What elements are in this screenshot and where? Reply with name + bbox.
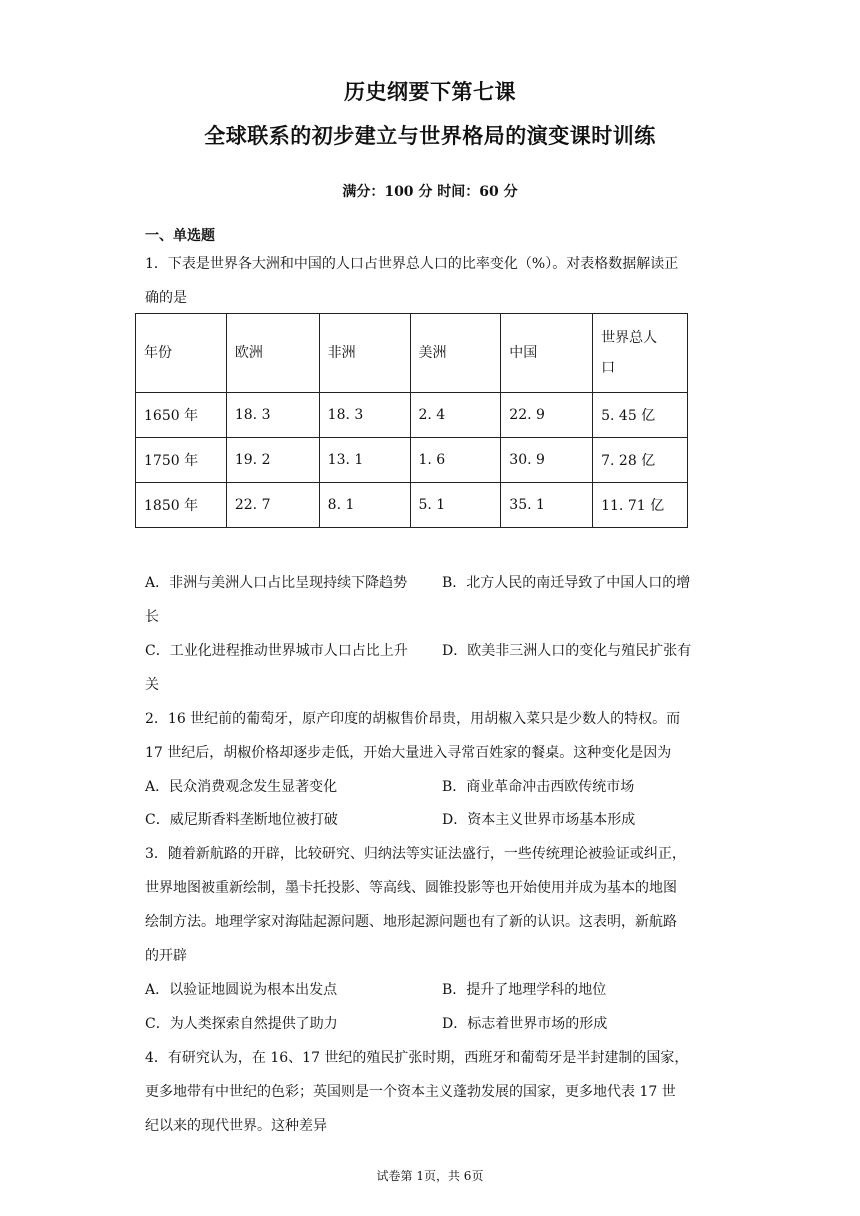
question-2-option-b: B．商业革命冲击西欧传统市场 (442, 779, 635, 795)
question-4-text-cont: 更多地带有中世纪的色彩；英国则是一个资本主义蓬勃发展的国家，更多地代表 17 世 (145, 1084, 676, 1100)
table-header-cell: 美洲 (410, 314, 501, 393)
population-table (135, 313, 688, 528)
page-subtitle: 全球联系的初步建立与世界格局的演变课时训练 (204, 123, 656, 148)
question-4-text: 4．有研究认为，在 16、17 世纪的殖民扩张时期，西班牙和葡萄牙是半封建制的国家， (145, 1050, 689, 1066)
table-cell: 1850 年 (136, 483, 227, 528)
question-3-option-a: A．以验证地圆说为根本出发点 (145, 982, 338, 998)
question-1-option-b-cont: 长 (145, 609, 159, 625)
table-row (136, 438, 688, 483)
question-2-text: 2．16 世纪前的葡萄牙，原产印度的胡椒售价昂贵，用胡椒入菜只是少数人的特权。而 (145, 711, 681, 727)
table-header-cell: 年份 (136, 314, 227, 393)
question-2-option-d: D．资本主义世界市场基本形成 (442, 812, 636, 828)
question-3-text: 3．随着新航路的开辟，比较研究、归纳法等实证法盛行，一些传统理论被验证或纠正， (145, 846, 686, 862)
table-header-cell: 世界总人口 (593, 314, 688, 393)
question-3-option-b: B．提升了地理学科的地位 (442, 982, 607, 998)
question-1-option-d: D．欧美非三洲人口的变化与殖民扩张有 (442, 643, 692, 659)
question-1-text-cont: 确的是 (145, 290, 187, 306)
question-3-option-c: C．为人类探索自然提供了助力 (145, 1016, 338, 1032)
table-cell: 13. 1 (319, 438, 410, 483)
table-cell: 35. 1 (501, 483, 593, 528)
table-cell: 18. 3 (319, 393, 410, 438)
question-1-option-a: A．非洲与美洲人口占比呈现持续下降趋势 (145, 575, 408, 591)
table-cell: 2. 4 (410, 393, 501, 438)
table-cell: 11. 71 亿 (593, 483, 688, 528)
table-cell: 8. 1 (319, 483, 410, 528)
table-header-cell: 欧洲 (226, 314, 319, 393)
table-header-row (136, 314, 688, 393)
table-cell: 30. 9 (501, 438, 593, 483)
table-cell: 18. 3 (226, 393, 319, 438)
question-2-option-a: A．民众消费观念发生显著变化 (145, 779, 338, 795)
table-header-cell: 非洲 (319, 314, 410, 393)
score-time-line: 满分：100 分 时间：60 分 (342, 184, 518, 200)
question-1-option-c: C．工业化进程推动世界城市人口占比上升 (145, 643, 408, 659)
page-footer: 试卷第 1页，共 6页 (376, 1169, 484, 1183)
question-3-text-cont: 世界地图被重新绘制，墨卡托投影、等高线、圆锥投影等也开始使用并成为基本的地图 (145, 880, 677, 896)
question-1-option-b: B．北方人民的南迁导致了中国人口的增 (442, 575, 691, 591)
table-header-cell: 中国 (501, 314, 593, 393)
question-4-text-cont: 纪以来的现代世界。这种差异 (145, 1118, 327, 1134)
question-3-text-cont: 的开辟 (145, 948, 187, 964)
question-2-option-c: C．威尼斯香料垄断地位被打破 (145, 812, 338, 828)
page-title: 历史纲要下第七课 (344, 79, 516, 104)
table-cell: 22. 9 (501, 393, 593, 438)
table-cell: 19. 2 (226, 438, 319, 483)
section-heading: 一、单选题 (145, 228, 215, 244)
question-1-text: 1．下表是世界各大洲和中国的人口占世界总人口的比率变化（%）。对表格数据解读正 (145, 256, 679, 272)
table-row (136, 393, 688, 438)
question-3-option-d: D．标志着世界市场的形成 (442, 1016, 608, 1032)
table-cell: 22. 7 (226, 483, 319, 528)
table-cell: 5. 45 亿 (593, 393, 688, 438)
table-cell: 1. 6 (410, 438, 501, 483)
table-cell: 1650 年 (136, 393, 227, 438)
question-1-option-d-cont: 关 (145, 677, 159, 693)
table-cell: 1750 年 (136, 438, 227, 483)
table-cell: 5. 1 (410, 483, 501, 528)
question-3-text-cont: 绘制方法。地理学家对海陆起源问题、地形起源问题也有了新的认识。这表明，新航路 (145, 914, 677, 930)
table-row (136, 483, 688, 528)
question-2-text-cont: 17 世纪后，胡椒价格却逐步走低，开始大量进入寻常百姓家的餐桌。这种变化是因为 (145, 745, 672, 761)
table-cell: 7. 28 亿 (593, 438, 688, 483)
